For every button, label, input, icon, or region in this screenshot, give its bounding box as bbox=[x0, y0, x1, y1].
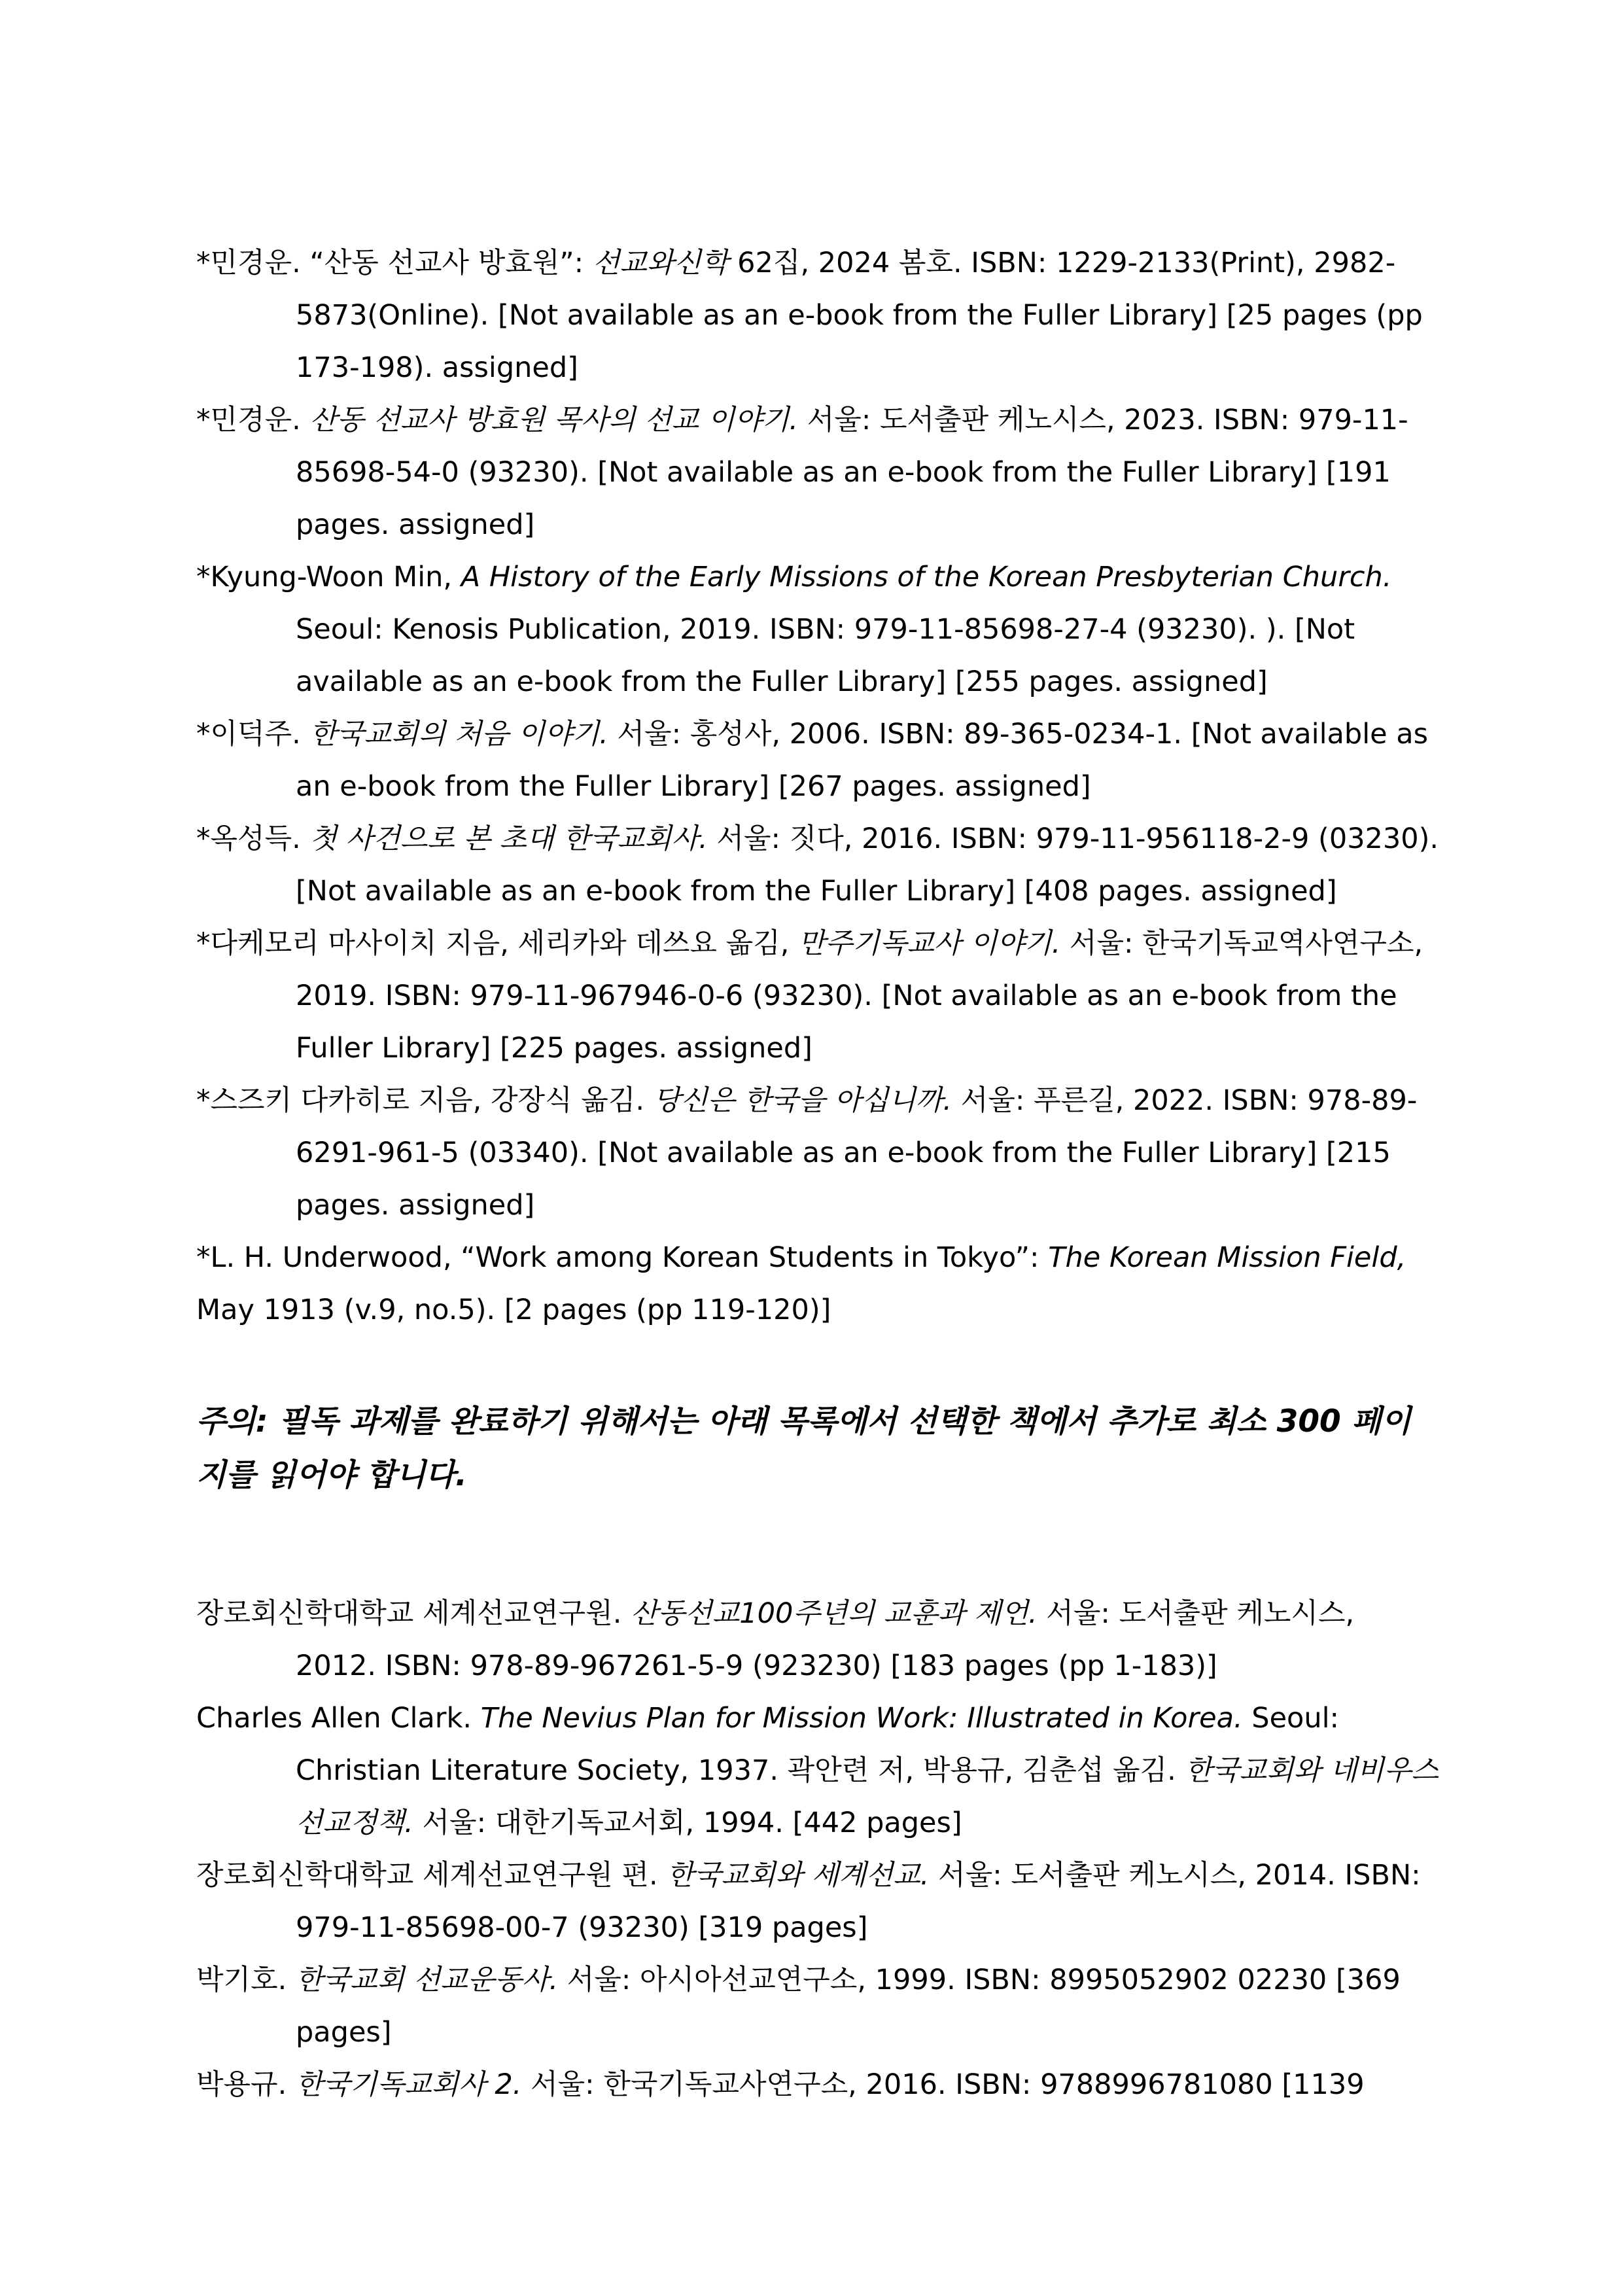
entry-author: 박기호. bbox=[196, 1964, 296, 1996]
required-entry-3 bbox=[196, 551, 1439, 708]
required-entry-1 bbox=[196, 237, 1439, 394]
required-entry-7 bbox=[196, 1074, 1439, 1231]
entry-title: The Nevius Plan for Mission Work: Illustrated in Korea. bbox=[480, 1702, 1243, 1735]
underwood-entry bbox=[196, 1231, 1439, 1336]
additional-entry-1 bbox=[196, 1587, 1439, 1692]
entry-details: 서울: 도서출판 케노시스, 2023. ISBN: 979-11-85698-54-0 (93230). [Not available as an e-book from the Fuller Library] [191 pages. assigned] bbox=[296, 404, 1408, 541]
entry-title: 한국교회 선교운동사. bbox=[295, 1964, 559, 1996]
entry-title: A History of the Early Missions of the Korean Presbyterian Church. bbox=[461, 561, 1392, 593]
entry-details: 서울: 짓다, 2016. ISBN: 979-11-956118-2-9 (03230). [Not available as an e-book from the Fuller Library] [408 pages. assigned] bbox=[296, 822, 1439, 908]
entry-author: *민경운. “산동 선교사 방효원”: bbox=[196, 247, 593, 279]
entry-details: May 1913 (v.9, no.5). [2 pages (pp 119-120)] bbox=[196, 1294, 831, 1326]
entry-details: 62집, 2024 봄호. ISBN: 1229-2133(Print), 2982-5873(Online). [Not available as an e-book from the Fuller Library] [25 pages (pp 173-198). assigned] bbox=[296, 247, 1423, 384]
entry-title: 첫 사건으로 본 초대 한국교회사. bbox=[309, 822, 708, 855]
entry-author: *Kyung-Woon Min, bbox=[196, 561, 461, 593]
entry-title: 산동 선교사 방효원 목사의 선교 이야기. bbox=[309, 404, 799, 436]
entry-title: 산동선교100주년의 교훈과 제언. bbox=[631, 1597, 1038, 1630]
entry-author: *민경운. bbox=[196, 404, 310, 436]
entry-details: 서울: 푸른길, 2022. ISBN: 978-89-6291-961-5 (03340). [Not available as an e-book from the Fuller Library] [215 pages. assigned] bbox=[296, 1084, 1418, 1222]
entry-title: 만주기독교사 이야기. bbox=[798, 927, 1061, 960]
entry-title: 선교와신학 bbox=[592, 247, 729, 279]
bibliography-page bbox=[196, 237, 1439, 2111]
entry-author: *스즈키 다카히로 지음, 강장식 옮김. bbox=[196, 1084, 654, 1117]
entry-author: *이덕주. bbox=[196, 718, 310, 751]
entry-title-translation: 한국교회와 네비우스 선교정책. bbox=[296, 1754, 1439, 1839]
entry-author: Charles Allen Clark. bbox=[196, 1702, 481, 1735]
entry-details: 서울: 아시아선교연구소, 1999. ISBN: 8995052902 02230 [369 pages] bbox=[296, 1964, 1401, 2049]
required-entry-2 bbox=[196, 394, 1439, 551]
entry-details: 서울: 도서출판 케노시스, 2012. ISBN: 978-89-967261-5-9 (923230) [183 pages (pp 1-183)] bbox=[296, 1597, 1355, 1682]
additional-entry-2 bbox=[196, 1692, 1439, 1849]
entry-details: Seoul: Christian Literature Society, 1937. 곽안련 저, 박용규, 김춘섭 옮김. bbox=[296, 1702, 1340, 1787]
additional-entry-3 bbox=[196, 1849, 1439, 1954]
entry-author: 장로회신학대학교 세계선교연구원. bbox=[196, 1597, 631, 1630]
entry-details: 서울: 도서출판 케노시스, 2014. ISBN: 979-11-85698-00-7 (93230) [319 pages] bbox=[296, 1859, 1421, 1944]
entry-author: *옥성득. bbox=[196, 822, 310, 855]
entry-author: *다케모리 마사이치 지음, 세리카와 데쓰요 옮김, bbox=[196, 927, 799, 960]
entry-author: 장로회신학대학교 세계선교연구원 편. bbox=[196, 1859, 667, 1892]
entry-details: 서울: 한국기독교역사연구소, 2019. ISBN: 979-11-967946-0-6 (93230). [Not available as an e-book from the Fuller Library] [225 pages. assigned] bbox=[296, 927, 1423, 1065]
additional-entry-4 bbox=[196, 1954, 1439, 2058]
entry-details: 서울: 한국기독교사연구소, 2016. ISBN: 9788996781080 [1139 bbox=[521, 2068, 1365, 2101]
entry-title: 한국교회의 처음 이야기. bbox=[309, 718, 608, 751]
required-entry-5 bbox=[196, 813, 1439, 917]
entry-title: The Korean Mission Field, bbox=[1048, 1241, 1406, 1274]
reading-note: 주의: 필독 과제를 완료하기 위해서는 아래 목록에서 선택한 책에서 추가로 최소 300 페이지를 읽어야 합니다. bbox=[196, 1404, 1411, 1493]
entry-details: Seoul: Kenosis Publication, 2019. ISBN: 979-11-85698-27-4 (93230). ). [Not available as an e-book from the Fuller Library] [255 pages. assigned] bbox=[296, 613, 1355, 698]
entry-author: 박용규. bbox=[196, 2068, 296, 2101]
required-entry-6 bbox=[196, 917, 1439, 1074]
entry-title: 한국교회와 세계선교. bbox=[667, 1859, 930, 1892]
additional-entry-5 bbox=[196, 2058, 1439, 2111]
required-entry-4 bbox=[196, 708, 1439, 813]
entry-author: *L. H. Underwood, “Work among Korean Students in Tokyo”: bbox=[196, 1241, 1049, 1274]
entry-details-translation: 서울: 대한기독교서회, 1994. [442 pages] bbox=[413, 1807, 962, 1839]
entry-title: 한국기독교회사 2. bbox=[295, 2068, 522, 2101]
entry-title: 당신은 한국을 아십니까. bbox=[653, 1084, 952, 1117]
entry-details: 서울: 홍성사, 2006. ISBN: 89-365-0234-1. [Not available as an e-book from the Fuller Library] [267 pages. assigned] bbox=[296, 718, 1429, 803]
